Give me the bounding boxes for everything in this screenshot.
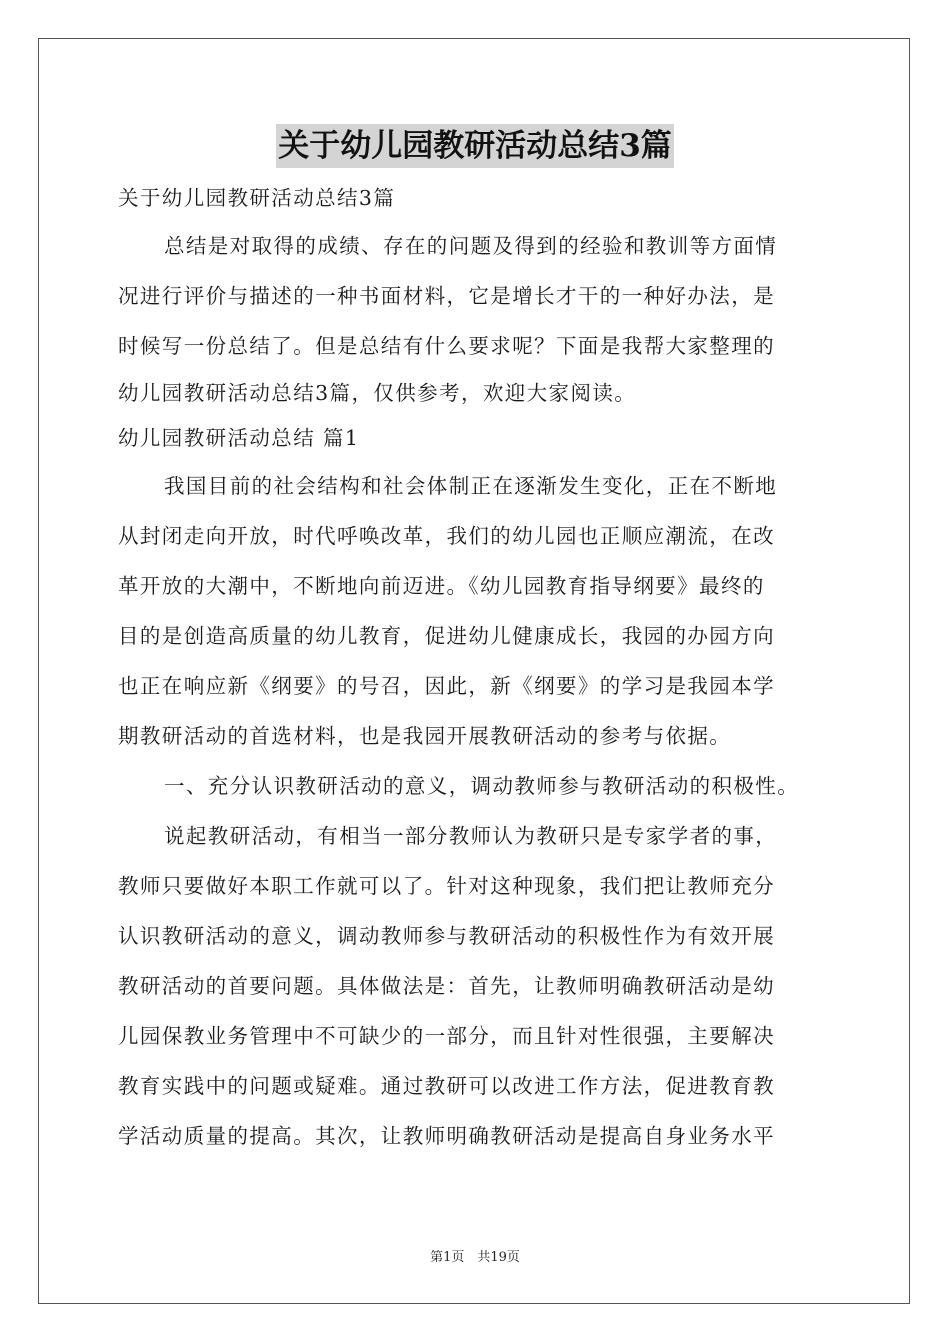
paragraph-line: 教师只要做好本职工作就可以了。针对这种现象，我们把让教师充分: [118, 874, 775, 898]
title-area: [0, 124, 950, 168]
document-title: 关于幼儿园教研活动总结3篇: [276, 124, 674, 168]
paragraph-line: 教育实践中的问题或疑难。通过教研可以改进工作方法，促进教育教: [118, 1074, 775, 1098]
document-body: [118, 176, 838, 1161]
paragraph-line: 教研活动的首要问题。具体做法是：首先，让教师明确教研活动是幼: [118, 974, 775, 998]
paragraph-line: 学活动质量的提高。其次，让教师明确教研活动是提高自身业务水平: [118, 1124, 775, 1148]
subtitle-line: 关于幼儿园教研活动总结3篇: [118, 186, 396, 210]
paragraph-line: 况进行评价与描述的一种书面材料，它是增长才干的一种好办法，是: [118, 284, 775, 308]
paragraph-line: 认识教研活动的意义，调动教师参与教研活动的积极性作为有效开展: [118, 924, 775, 948]
paragraph-line: 期教研活动的首选材料，也是我园开展教研活动的参考与依据。: [118, 724, 732, 748]
paragraph-line: 目的是创造高质量的幼儿教育，促进幼儿健康成长，我园的办园方向: [118, 624, 775, 648]
paragraph-line: 从封闭走向开放，时代呼唤改革，我们的幼儿园也正顺应潮流，在改: [118, 524, 775, 548]
paragraph-line: 也正在响应新《纲要》的号召，因此，新《纲要》的学习是我园本学: [118, 674, 775, 698]
subheading-line: 一、充分认识教研活动的意义，调动教师参与教研活动的积极性。: [164, 774, 800, 798]
paragraph-line: 革开放的大潮中，不断地向前迈进。《幼儿园教育指导纲要》最终的: [118, 574, 765, 598]
paragraph-line: 儿园保教业务管理中不可缺少的一部分，而且针对性很强，主要解决: [118, 1024, 775, 1048]
paragraph-line: 说起教研活动，有相当一部分教师认为教研只是专家学者的事，: [164, 824, 778, 848]
section-heading: 幼儿园教研活动总结 篇1: [118, 426, 360, 450]
paragraph-line: 时候写一份总结了。但是总结有什么要求呢？下面是我帮大家整理的: [118, 334, 775, 358]
paragraph-line: 总结是对取得的成绩、存在的问题及得到的经验和教训等方面情: [164, 234, 778, 258]
page-number-footer: 第1页 共19页: [430, 1250, 520, 1265]
paragraph-line: 幼儿园教研活动总结3篇，仅供参考，欢迎大家阅读。: [118, 381, 637, 405]
paragraph-line: 我国目前的社会结构和社会体制正在逐渐发生变化，正在不断地: [164, 474, 778, 498]
